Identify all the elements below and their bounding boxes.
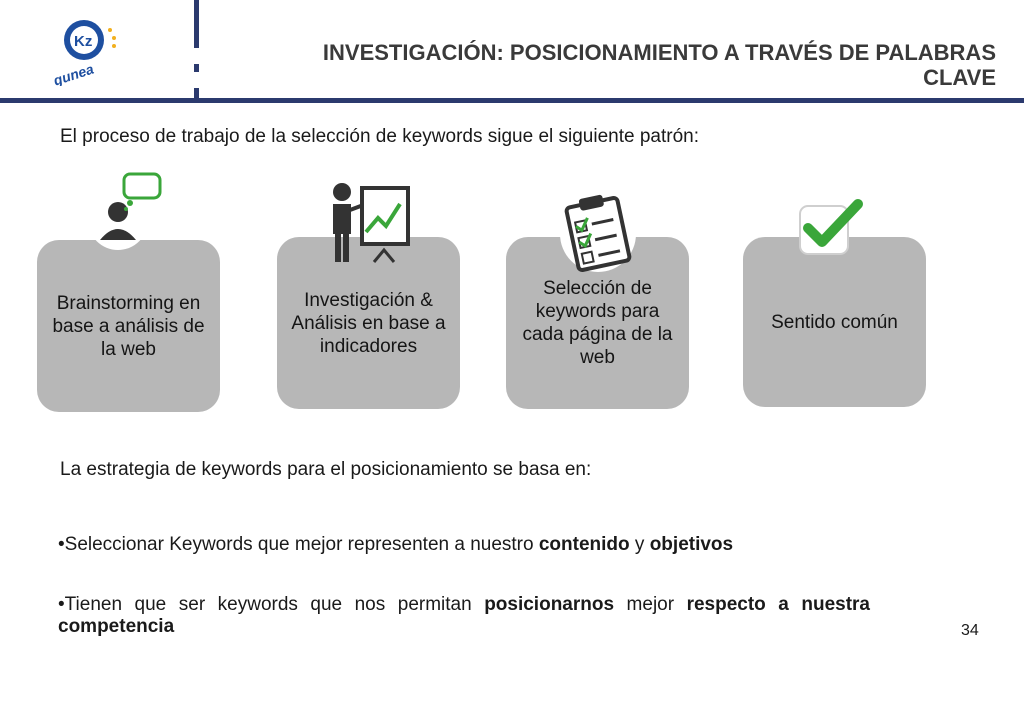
svg-text:Kz: Kz [74, 33, 93, 50]
header-vertical-dot [194, 88, 199, 98]
logo-wordmark: gunea [51, 60, 96, 86]
step-label: Selección de keywords para cada página de la web [522, 278, 673, 368]
bullet-bold-text: contenido [538, 534, 630, 555]
bullet-text: mejor [614, 594, 687, 615]
header-vertical-bar [194, 0, 199, 48]
bullet-bold-text: posicionarnos [484, 594, 615, 615]
bullet-text: y [629, 534, 650, 555]
bullet-text: •Seleccionar Keywords que mejor representen a nuestro [58, 534, 539, 555]
step-label: Sentido común [771, 311, 898, 333]
company-logo [48, 16, 128, 86]
step-label: Investigación & Análisis en base a indicadores [291, 289, 446, 357]
step-card-brainstorming [37, 240, 220, 412]
bullet-bold-text: objetivos [649, 534, 734, 555]
page-number: 34 [961, 622, 979, 639]
bullet-bold-text: respecto a nuestra competencia [58, 594, 870, 637]
bullet-item [58, 534, 870, 556]
clipboard-checklist-icon [558, 186, 648, 283]
checkmark-icon [796, 198, 868, 267]
strategy-intro: La estrategia de keywords para el posicionamiento se basa en: [60, 459, 592, 480]
bullet-text: •Tienen que ser keywords que nos permitan [58, 594, 485, 615]
header-vertical-dot [194, 64, 199, 72]
presenter-chart-icon [328, 180, 418, 271]
slide-title: INVESTIGACIÓN: POSICIONAMIENTO A TRAVÉS DE PALABRAS CLAVE [322, 40, 996, 90]
intro-text: El proceso de trabajo de la selección de keywords sigue el siguiente patrón: [60, 126, 699, 147]
person-thought-bubble-icon [86, 172, 176, 257]
header-divider [0, 98, 1024, 103]
bullet-item [58, 594, 870, 638]
step-label: Brainstorming en base a análisis de la web [52, 292, 205, 360]
